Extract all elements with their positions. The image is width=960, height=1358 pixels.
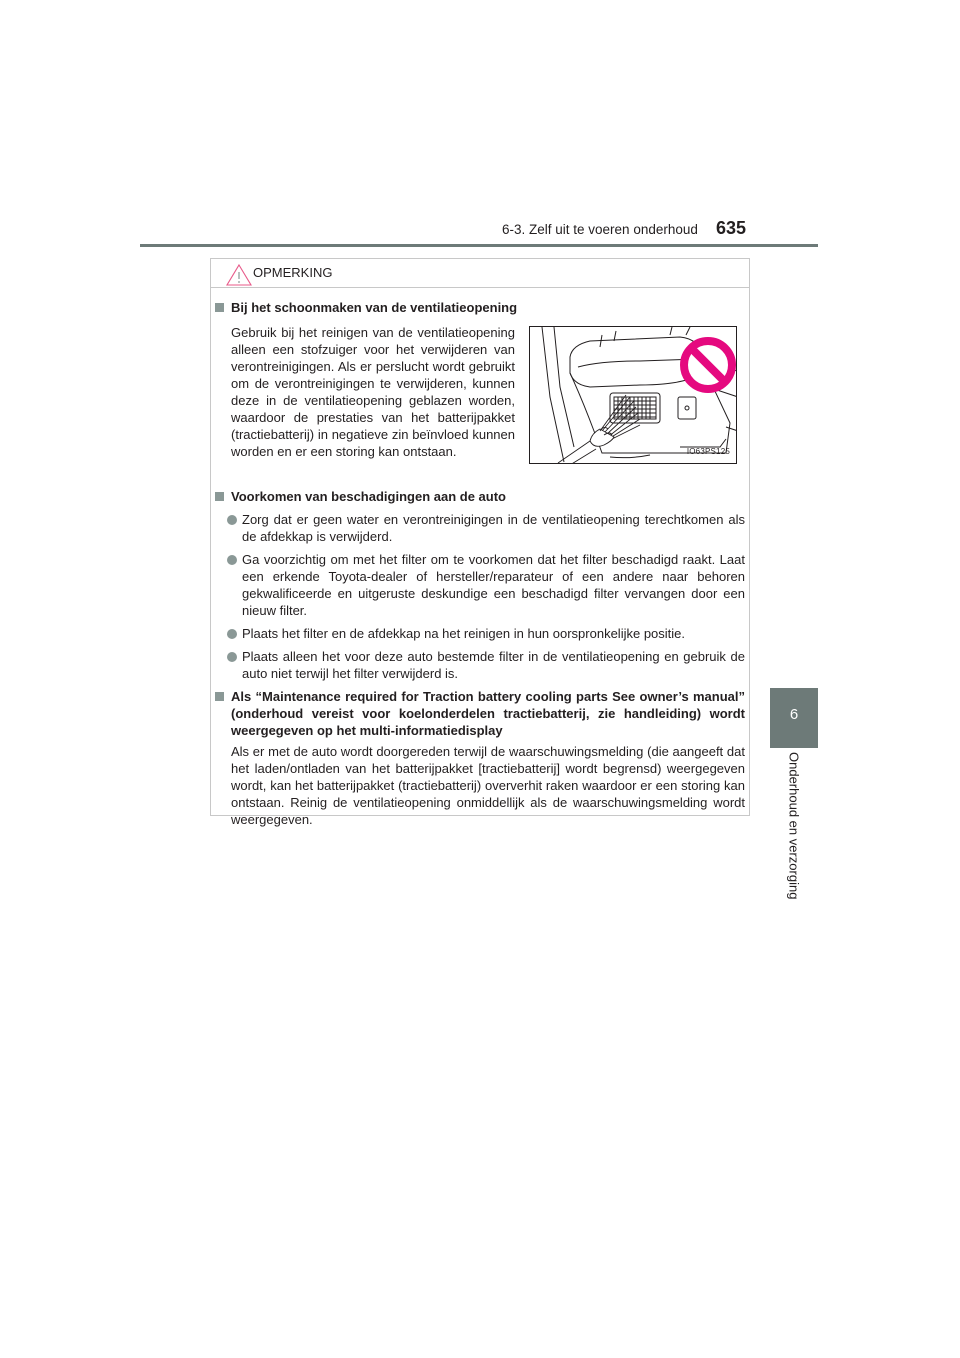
round-bullet-icon	[227, 515, 237, 525]
notice-content	[215, 299, 745, 828]
square-bullet-icon	[215, 492, 224, 501]
notice-label: OPMERKING	[253, 265, 333, 280]
section-title: 6-3. Zelf uit te voeren onderhoud	[502, 222, 698, 237]
round-bullet-icon	[227, 652, 237, 662]
warning-triangle-icon	[225, 263, 253, 287]
list-item: Zorg dat er geen water en verontreinigingen in de ventilatieopening terechtkomen als de afdekkap is verwijderd.	[215, 511, 745, 545]
cleaning-section-body	[215, 324, 745, 488]
section-heading-cleaning: Bij het schoonmaken van de ventilatieopening	[215, 299, 745, 316]
section-heading-maintenance-message: Als “Maintenance required for Traction battery cooling parts See owner’s manual” (onderhoud vereist voor koelonderdelen tractiebatterij, zie handleiding) wordt weergegeven op het multi-informatiedisplay	[215, 688, 745, 739]
section-heading-damage: Voorkomen van beschadigingen aan de auto	[215, 488, 745, 505]
chapter-title: Onderhoud en verzorging	[786, 752, 802, 900]
vent-cleaning-illustration	[529, 326, 737, 464]
cleaning-instruction-text: Gebruik bij het reinigen van de ventilatieopening alleen een stofzuiger voor het verwijderen van verontreinigingen. Als er perslucht wordt gebruikt om de verontreinigingen te verwijderen, kunnen deze in de ventilatieopening geblazen worden, waardoor de prestaties van het batterijpakket (tractiebatterij) in negatieve zin beïnvloed kunnen worden en er een storing kan ontstaan.	[231, 325, 515, 459]
list-item: Plaats alleen het voor deze auto bestemde filter in de ventilatieopening en gebruik de auto niet terwijl het filter verwijderd is.	[215, 648, 745, 682]
notice-header	[211, 259, 749, 288]
list-item: Plaats het filter en de afdekkap na het reinigen in hun oorspronkelijke positie.	[215, 625, 745, 642]
prohibited-sign-icon	[684, 341, 732, 389]
square-bullet-icon	[215, 303, 224, 312]
list-item: Ga voorzichtig om met het filter om te voorkomen dat het filter beschadigd raakt. Laat een erkende Toyota-dealer of hersteller/reparateur of een andere naar behoren gekwalificeerde en uitgeruste deskundige een beschadigd filter vervangen door een nieuw filter.	[215, 551, 745, 619]
page-header	[0, 0, 960, 250]
chapter-tab	[770, 688, 818, 748]
round-bullet-icon	[227, 555, 237, 565]
page-number: 635	[716, 218, 747, 238]
figure-code: IO63PS125	[686, 447, 730, 456]
square-bullet-icon	[215, 692, 224, 701]
maintenance-message-text: Als er met de auto wordt doorgereden terwijl de waarschuwingsmelding (die aangeeft dat het laden/ontladen van het batterijpakket [tractiebatterij] wordt begrensd) weergegeven wordt, kan het batterijpakket (tractiebatterij) oververhit raken waardoor er een storing kan ontstaan. Reinig de ventilatieopening onmiddellijk als de waarschuwingsmelding wordt weergegeven.	[231, 744, 745, 827]
round-bullet-icon	[227, 629, 237, 639]
chapter-title-label	[770, 748, 818, 908]
chapter-number: 6	[789, 706, 799, 723]
header-rule	[140, 244, 818, 247]
notice-box	[210, 258, 750, 827]
